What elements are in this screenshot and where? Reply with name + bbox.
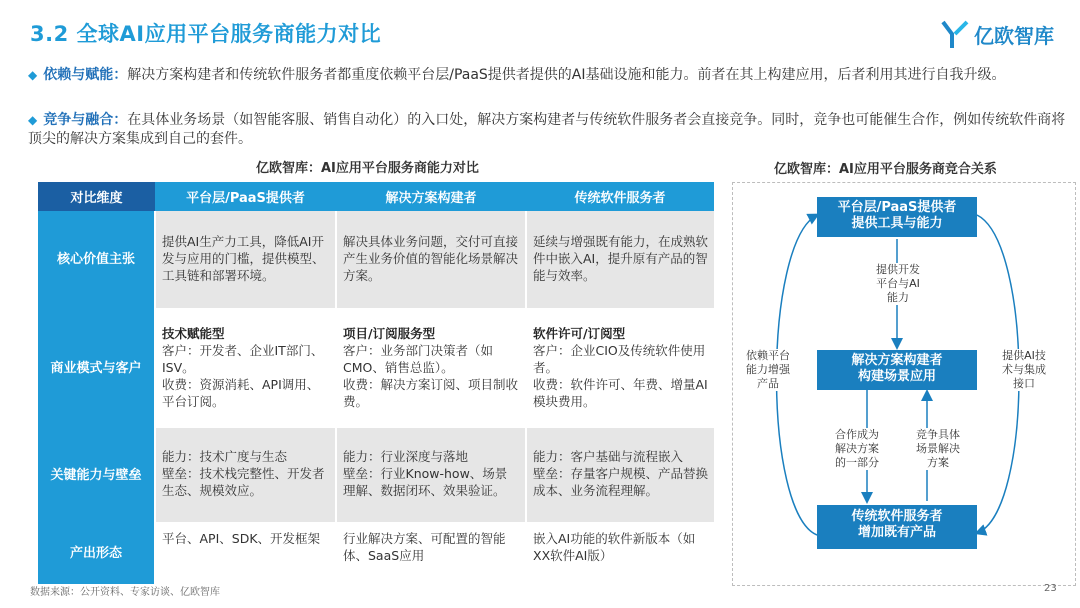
- table-header: 传统软件服务者: [526, 182, 714, 211]
- cell-line: 提供AI生产力工具，降低AI开发与应用的门槛，提供模型、工具链和部署环境。: [162, 234, 325, 283]
- table-caption: 亿欧智库：AI应用平台服务商能力对比: [256, 161, 479, 176]
- table-cell: [336, 308, 526, 428]
- cell-title: 技术赋能型: [162, 326, 225, 341]
- table-cell: [526, 308, 714, 428]
- table-cell: [336, 522, 526, 584]
- bullet-dependency: [28, 66, 1068, 85]
- diagram-caption: 亿欧智库：AI应用平台服务商竞合关系: [774, 162, 997, 177]
- bullet-text: 在具体业务场景（如智能客服、销售自动化）的入口处，解决方案构建者与传统软件服务者会直接竞争。同时，竞争也可能催生合作，例如传统软件商将顶尖的解决方案集成到自己的套件。: [28, 112, 1066, 147]
- cell-line: 客户：业务部门决策者（如CMO、销售总监）。: [343, 343, 494, 375]
- cell-line: 延续与增强既有能力，在成熟软件中嵌入AI，提升原有产品的智能与效率。: [533, 234, 709, 283]
- cell-line: 能力：客户基础与流程嵌入: [533, 449, 684, 464]
- label-cooperation: 合作成为 解决方案 的一部分: [828, 428, 886, 470]
- platform-provider-box: [817, 197, 977, 237]
- table-cell: [526, 522, 714, 584]
- cell-line: 能力：行业深度与落地: [343, 449, 469, 464]
- table-cell: [526, 428, 714, 522]
- box-subtitle: 提供工具与能力: [851, 216, 943, 231]
- traditional-software-box: [817, 505, 977, 549]
- box-subtitle: 增加既有产品: [857, 525, 936, 540]
- row-dimension: 核心价值主张: [38, 211, 155, 308]
- table-header: 对比维度: [38, 182, 155, 211]
- cell-line: 客户：开发者、企业IT部门、ISV。: [162, 343, 324, 375]
- bullet-keyword: 竞争与融合：: [43, 112, 128, 128]
- table-header: 解决方案构建者: [336, 182, 526, 211]
- label-competition: 竞争具体 场景解决 方案: [909, 428, 967, 470]
- brand-logo: [940, 16, 1060, 52]
- box-subtitle: 构建场景应用: [857, 369, 936, 384]
- table-header: 平台层/PaaS提供者: [155, 182, 336, 211]
- bullet-competition: [28, 111, 1068, 149]
- cell-line: 客户：企业CIO及传统软件使用者。: [533, 343, 706, 375]
- row-dimension: 关键能力与壁垒: [38, 428, 155, 522]
- table-cell: [526, 211, 714, 308]
- bullet-keyword: 依赖与赋能：: [43, 67, 128, 83]
- box-title: 平台层/PaaS提供者: [837, 200, 957, 215]
- table-cell: [155, 308, 336, 428]
- box-title: 传统软件服务者: [851, 509, 943, 524]
- label-depend-platform: 依赖平台 能力增强 产品: [739, 349, 797, 391]
- bullet-text: 解决方案构建者和传统软件服务者都重度依赖平台层/PaaS提供者提供的AI基础设施和能力。前者在其上构建应用，后者利用其进行自我升级。: [127, 67, 1006, 83]
- page-title: 3.2 全球AI应用平台服务商能力对比: [30, 22, 382, 46]
- box-title: 解决方案构建者: [851, 353, 943, 368]
- footer-source: 数据来源：公开资料、专家访谈、亿欧智库: [30, 587, 220, 598]
- cell-line: 嵌入AI功能的软件新版本（如XX软件AI版）: [533, 531, 696, 563]
- logo-text: 亿欧智库: [974, 23, 1054, 48]
- cell-line: 壁垒：技术栈完整性、开发者生态、规模效应。: [162, 466, 325, 498]
- page-number: 23: [1044, 583, 1057, 594]
- table-row: [38, 522, 714, 584]
- cell-line: 壁垒：行业Know-how、场景理解、数据闭环、效果验证。: [343, 466, 508, 498]
- comparison-table: [38, 182, 714, 584]
- cell-line: 行业解决方案、可配置的智能体、SaaS应用: [343, 531, 506, 563]
- table-cell: [336, 211, 526, 308]
- table-cell: [155, 522, 336, 584]
- cell-line: 平台、API、SDK、开发框架: [162, 531, 321, 546]
- diamond-bullet-icon: ◆: [28, 68, 38, 82]
- logo-icon: [940, 18, 970, 50]
- table-cell: [336, 428, 526, 522]
- cell-title: 项目/订阅服务型: [343, 326, 436, 341]
- table-cell: [155, 428, 336, 522]
- label-provide-ai-tech: 提供AI技 术与集成 接口: [995, 349, 1053, 391]
- diamond-bullet-icon: ◆: [28, 113, 38, 127]
- table-row: [38, 428, 714, 522]
- table-header-row: [38, 182, 714, 211]
- row-dimension: 商业模式与客户: [38, 308, 155, 428]
- row-dimension: 产出形态: [38, 522, 155, 584]
- relationship-diagram: [732, 182, 1076, 586]
- cell-line: 能力：技术广度与生态: [162, 449, 288, 464]
- cell-title: 软件许可/订阅型: [533, 326, 626, 341]
- solution-builder-box: [817, 350, 977, 390]
- cell-line: 解决具体业务问题，交付可直接产生业务价值的智能化场景解决方案。: [343, 234, 519, 283]
- table-cell: [155, 211, 336, 308]
- label-provide-platform: 提供开发 平台与AI 能力: [869, 263, 927, 305]
- table-row: [38, 211, 714, 308]
- cell-line: 收费：解决方案订阅、项目制收费。: [343, 377, 519, 409]
- cell-line: 壁垒：存量客户规模、产品替换成本、业务流程理解。: [533, 466, 709, 498]
- table-row: [38, 308, 714, 428]
- cell-line: 收费：资源消耗、API调用、平台订阅。: [162, 377, 320, 409]
- cell-line: 收费：软件许可、年费、增量AI模块费用。: [533, 377, 708, 409]
